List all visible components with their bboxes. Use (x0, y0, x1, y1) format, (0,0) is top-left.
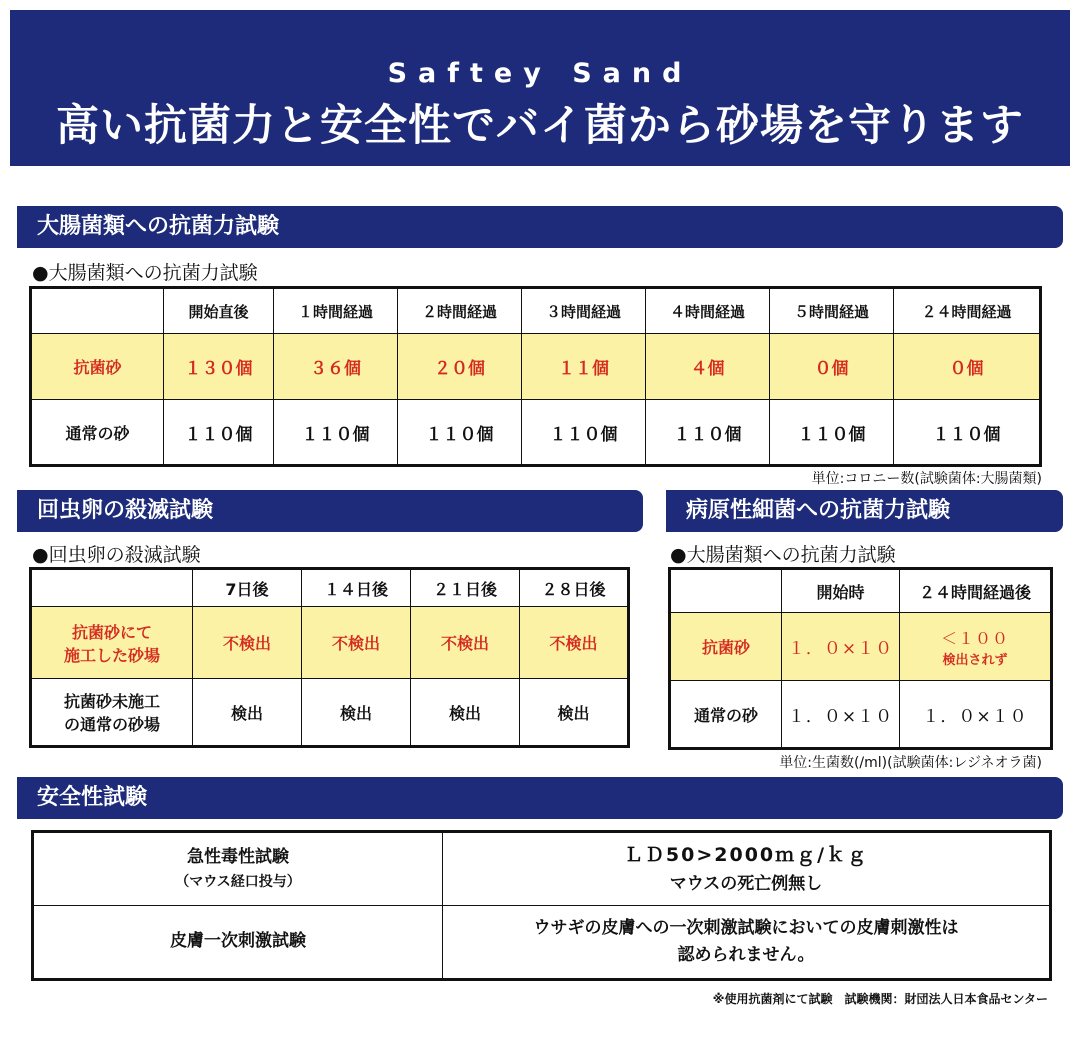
subheading-ecoli: ●大腸菌類への抗菌力試験 (32, 262, 258, 284)
banner-subtitle: Saftey Sand (387, 58, 693, 89)
test-result-cell (443, 832, 1051, 906)
section-bar-roundworm: 回虫卵の殺滅試験 (17, 490, 643, 532)
section-bar-safety: 安全性試験 (17, 777, 1063, 819)
table-cell (900, 613, 1052, 681)
test-result-cell (443, 906, 1051, 980)
cell-sub-value: 検出されず (942, 652, 1008, 668)
table-cell: １．０×１０ (782, 613, 900, 681)
section-bar-ecoli: 大腸菌類への抗菌力試験 (17, 206, 1063, 248)
test-result-line: ウサギの皮膚への一次刺激試験においての皮膚刺激性は (533, 917, 959, 938)
unit-note-pathogen: 単位:生菌数(/ml)(試験菌体:レジネオラ菌) (779, 755, 1042, 771)
table-cell: １１０個 (894, 400, 1041, 466)
header-cell: ２４時間経過 (894, 288, 1041, 334)
test-result-line: マウスの死亡例無し (669, 873, 823, 894)
table-header-row (31, 288, 1041, 334)
header-cell (31, 288, 164, 334)
header-cell: ２４時間経過後 (900, 569, 1052, 613)
row-label-line: の通常の砂場 (63, 715, 160, 734)
table-cell: １１０個 (522, 400, 646, 466)
row-label: 抗菌砂 (670, 613, 782, 681)
table-cell: ３６個 (274, 334, 398, 400)
row-label (31, 607, 193, 679)
table-cell: 不検出 (193, 607, 302, 679)
table-cell: １．０×１０ (900, 681, 1052, 749)
table-row (670, 613, 1052, 681)
table-row (670, 681, 1052, 749)
header-cell: ２時間経過 (398, 288, 522, 334)
table-cell: １．０×１０ (782, 681, 900, 749)
header-cell: ３時間経過 (522, 288, 646, 334)
header-cell: ２１日後 (411, 569, 520, 607)
header-cell (31, 569, 193, 607)
header-cell (670, 569, 782, 613)
table-row (31, 400, 1041, 466)
test-method: （マウス経口投与） (175, 874, 301, 891)
table-row (31, 679, 629, 747)
table-cell: 検出 (302, 679, 411, 747)
row-label (31, 679, 193, 747)
table-cell: ４個 (646, 334, 770, 400)
table-row (33, 906, 1051, 980)
unit-note-ecoli: 単位:コロニー数(試験菌体:大腸菌類) (811, 471, 1042, 487)
footnote: ※使用抗菌剤にて試験 試験機関：財団法人日本食品センター (712, 992, 1048, 1006)
table-cell: １１０個 (398, 400, 522, 466)
header-cell: 開始時 (782, 569, 900, 613)
row-label-line: 抗菌砂未施工 (63, 692, 160, 711)
table-cell: １１０個 (164, 400, 274, 466)
table-header-row (31, 569, 629, 607)
header-cell: ４時間経過 (646, 288, 770, 334)
table-cell: 検出 (411, 679, 520, 747)
header-cell: １時間経過 (274, 288, 398, 334)
table-row (33, 832, 1051, 906)
subheading-pathogen: ●大腸菌類への抗菌力試験 (670, 544, 896, 566)
table-cell: ０個 (894, 334, 1041, 400)
subheading-roundworm: ●回虫卵の殺滅試験 (32, 544, 201, 566)
table-cell: ２０個 (398, 334, 522, 400)
row-label: 通常の砂 (670, 681, 782, 749)
test-result-line: ＬＤ50>2000ｍｇ/ｋｇ (623, 844, 869, 867)
banner-title: 高い抗菌力と安全性でバイ菌から砂場を守ります (56, 101, 1024, 151)
table-cell: １１０個 (770, 400, 894, 466)
header-cell: 7日後 (193, 569, 302, 607)
cell-main-value: ＜１００ (940, 628, 1009, 648)
header-cell: ２８日後 (520, 569, 629, 607)
table-cell: 検出 (193, 679, 302, 747)
row-label-line: 抗菌砂にて (71, 622, 152, 642)
row-label-line: 施工した砂場 (63, 645, 160, 665)
header-banner (10, 10, 1070, 166)
safety-table (31, 830, 1052, 981)
roundworm-table (29, 567, 630, 748)
test-result-line: 認められません。 (677, 945, 815, 965)
table-cell: 検出 (520, 679, 629, 747)
table-cell: １１０個 (274, 400, 398, 466)
table-cell: 不検出 (411, 607, 520, 679)
table-row (31, 334, 1041, 400)
table-cell: １１個 (522, 334, 646, 400)
table-cell: １１０個 (646, 400, 770, 466)
header-cell: 開始直後 (164, 288, 274, 334)
section-bar-pathogen: 病原性細菌への抗菌力試験 (666, 490, 1063, 532)
header-cell: ５時間経過 (770, 288, 894, 334)
test-name: 皮膚一次刺激試験 (170, 931, 306, 952)
row-label: 抗菌砂 (31, 334, 164, 400)
header-cell: １４日後 (302, 569, 411, 607)
test-name-cell (33, 906, 443, 980)
table-header-row (670, 569, 1052, 613)
pathogen-table (668, 567, 1053, 750)
row-label: 通常の砂 (31, 400, 164, 466)
ecoli-table (29, 286, 1042, 467)
table-cell: ０個 (770, 334, 894, 400)
test-name-cell (33, 832, 443, 906)
table-row (31, 607, 629, 679)
table-cell: 不検出 (520, 607, 629, 679)
test-name: 急性毒性試験 (187, 847, 289, 868)
table-cell: 不検出 (302, 607, 411, 679)
table-cell: １３０個 (164, 334, 274, 400)
